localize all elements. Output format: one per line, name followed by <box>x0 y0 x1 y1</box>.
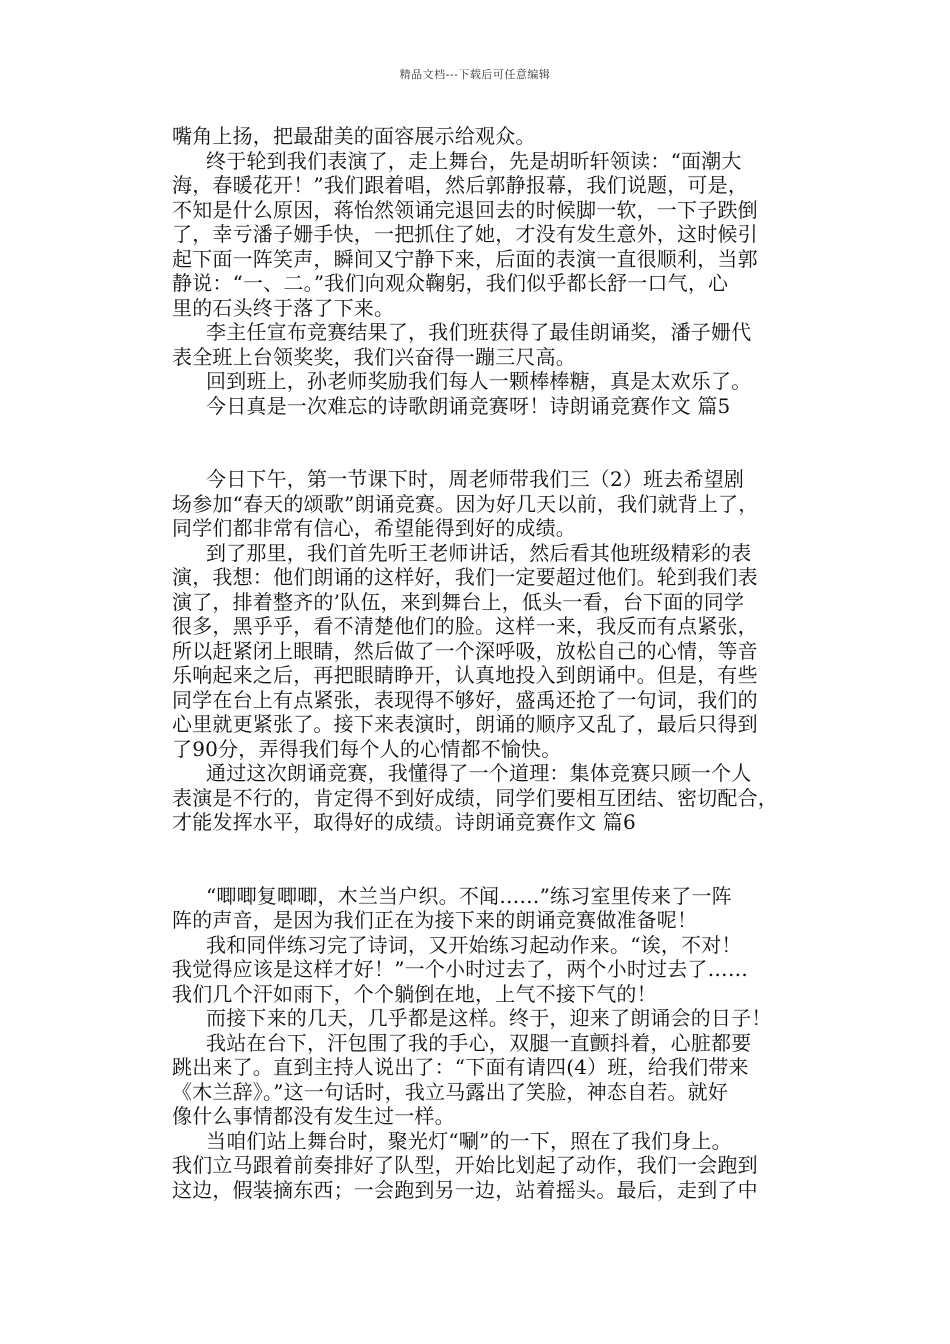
text-line: 不知是什么原因，蒋怡然领诵完退回去的时候脚一软，一下子跌倒 <box>172 197 758 222</box>
paragraph-start-line: 通过这次朗诵竞赛，我懂得了一个道理：集体竞赛只顾一个人 <box>206 761 752 785</box>
paragraph-start-line: 我站在台下，汗包围了我的手心，双腿一直颤抖着，心脏都要 <box>206 1030 752 1055</box>
text-line: 里的石头终于落了下来。 <box>172 295 395 320</box>
text-line: 嘴角上扬，把最甜美的面容展示给观众。 <box>172 124 536 148</box>
text-line: 《木兰辞》。”这一句话时，我立马露出了笑脸，神态自若。就好 <box>172 1079 729 1104</box>
text-line: 表全班上台领奖奖，我们兴奋得一蹦三尺高。 <box>172 344 576 369</box>
text-line: 了90分，弄得我们每个人的心情都不愉快。 <box>172 736 562 761</box>
text-line: 起下面一阵笑声，瞬间又宁静下来，后面的表演一直很顺利，当郭 <box>172 246 758 271</box>
text-line: 演了，排着整齐的’队伍，来到舞台上，低头一看，台下面的同学 <box>172 589 745 614</box>
text-line: 所以赶紧闭上眼睛，然后做了一个深呼吸，放松自己的心情，等音 <box>172 638 758 663</box>
paragraph-start-line: 到了那里，我们首先听王老师讲话，然后看其他班级精彩的表 <box>206 540 752 565</box>
paragraph-start-line: 终于轮到我们表演了，走上舞台，先是胡昕轩领读：“面潮大 <box>206 148 742 173</box>
text-line: 演，我想：他们朗诵的这样好，我们一定要超过他们。轮到我们表 <box>172 565 758 589</box>
paragraph-start-line: 而接下来的几天，几乎都是这样。终于，迎来了朗诵会的日子！ <box>206 1006 772 1030</box>
text-line: 阵的声音，是因为我们正在为接下来的朗诵竞赛做准备呢！ <box>172 908 698 932</box>
text-line: 心里就更紧张了。接下来表演时，朗诵的顺序又乱了，最后只得到 <box>172 712 758 736</box>
paragraph-start-line: 回到班上，孙老师奖励我们每人一颗棒棒糖，真是太欢乐了。 <box>206 369 752 393</box>
text-line: 这边，假装摘东西；一会跑到另一边，站着摇头。最后，走到了中 <box>172 1177 758 1202</box>
paragraph-start-line: 今日下午，第一节课下时，周老师带我们三（2）班去希望剧 <box>206 467 745 491</box>
text-line: 跳出来了。直到主持人说出了：“下面有请四(4）班，给我们带来 <box>172 1055 749 1079</box>
text-line: 很多，黑乎乎，看不清楚他们的脸。这样一来，我反而有点紧张， <box>172 614 758 638</box>
text-line: 静说：“一、二。”我们向观众鞠躬，我们似乎都长舒一口气，心 <box>172 271 729 295</box>
text-line: 了，幸亏潘子姗手快，一把抓住了她，才没有发生意外，这时候引 <box>172 222 758 246</box>
section-2 <box>172 467 812 835</box>
section-1 <box>172 124 812 418</box>
paragraph-start-line: 我和同伴练习完了诗词，又开始练习起动作来。“诶，不对！ <box>206 932 742 957</box>
text-line: 表演是不行的，肯定得不到好成绩，同学们要相互团结、密切配合， <box>172 785 778 810</box>
section-gap <box>172 835 812 884</box>
text-line: 乐响起来之后，再把眼睛睁开，认真地投入到朗诵中。但是，有些 <box>172 663 758 687</box>
paragraph-start-line: “唧唧复唧唧，木兰当户织。不闻……”练习室里传来了一阵 <box>206 883 732 908</box>
paragraph-start-line: 今日真是一次难忘的诗歌朗诵竞赛呀！诗朗诵竞赛作文 篇5 <box>206 393 731 418</box>
text-line: 才能发挥水平，取得好的成绩。诗朗诵竞赛作文 篇6 <box>172 810 636 834</box>
section-3 <box>172 884 812 1203</box>
text-line: 同学们都非常有信心，希望能得到好的成绩。 <box>172 516 576 540</box>
text-line: 我们立马跟着前奏排好了队型，开始比划起了动作，我们一会跑到 <box>172 1153 758 1177</box>
paragraph-start-line: 当咱们站上舞台时，聚光灯“唰”的一下，照在了我们身上。 <box>206 1128 732 1153</box>
text-line: 场参加“春天的颂歌”朗诵竞赛。因为好几天以前，我们就背上了， <box>172 491 759 516</box>
text-line: 同学在台上有点紧张，表现得不够好，盛禹还抢了一句词，我们的 <box>172 687 758 712</box>
text-line: 我觉得应该是这样才好！”一个小时过去了，两个小时过去了…… <box>172 957 749 981</box>
page-header: 精品文档---下载后可任意编辑 <box>399 68 551 81</box>
text-line: 像什么事情都没有发生过一样。 <box>172 1104 455 1128</box>
paragraph-start-line: 李主任宣布竞赛结果了，我们班获得了最佳朗诵奖，潘子姗代 <box>206 320 752 344</box>
document-body <box>172 124 812 1202</box>
text-line: 我们几个汗如雨下，个个躺倒在地，上气不接下气的！ <box>172 981 657 1006</box>
section-gap <box>172 418 812 467</box>
text-line: 海，春暖花开！”我们跟着唱，然后郭静报幕，我们说题，可是， <box>172 173 749 197</box>
